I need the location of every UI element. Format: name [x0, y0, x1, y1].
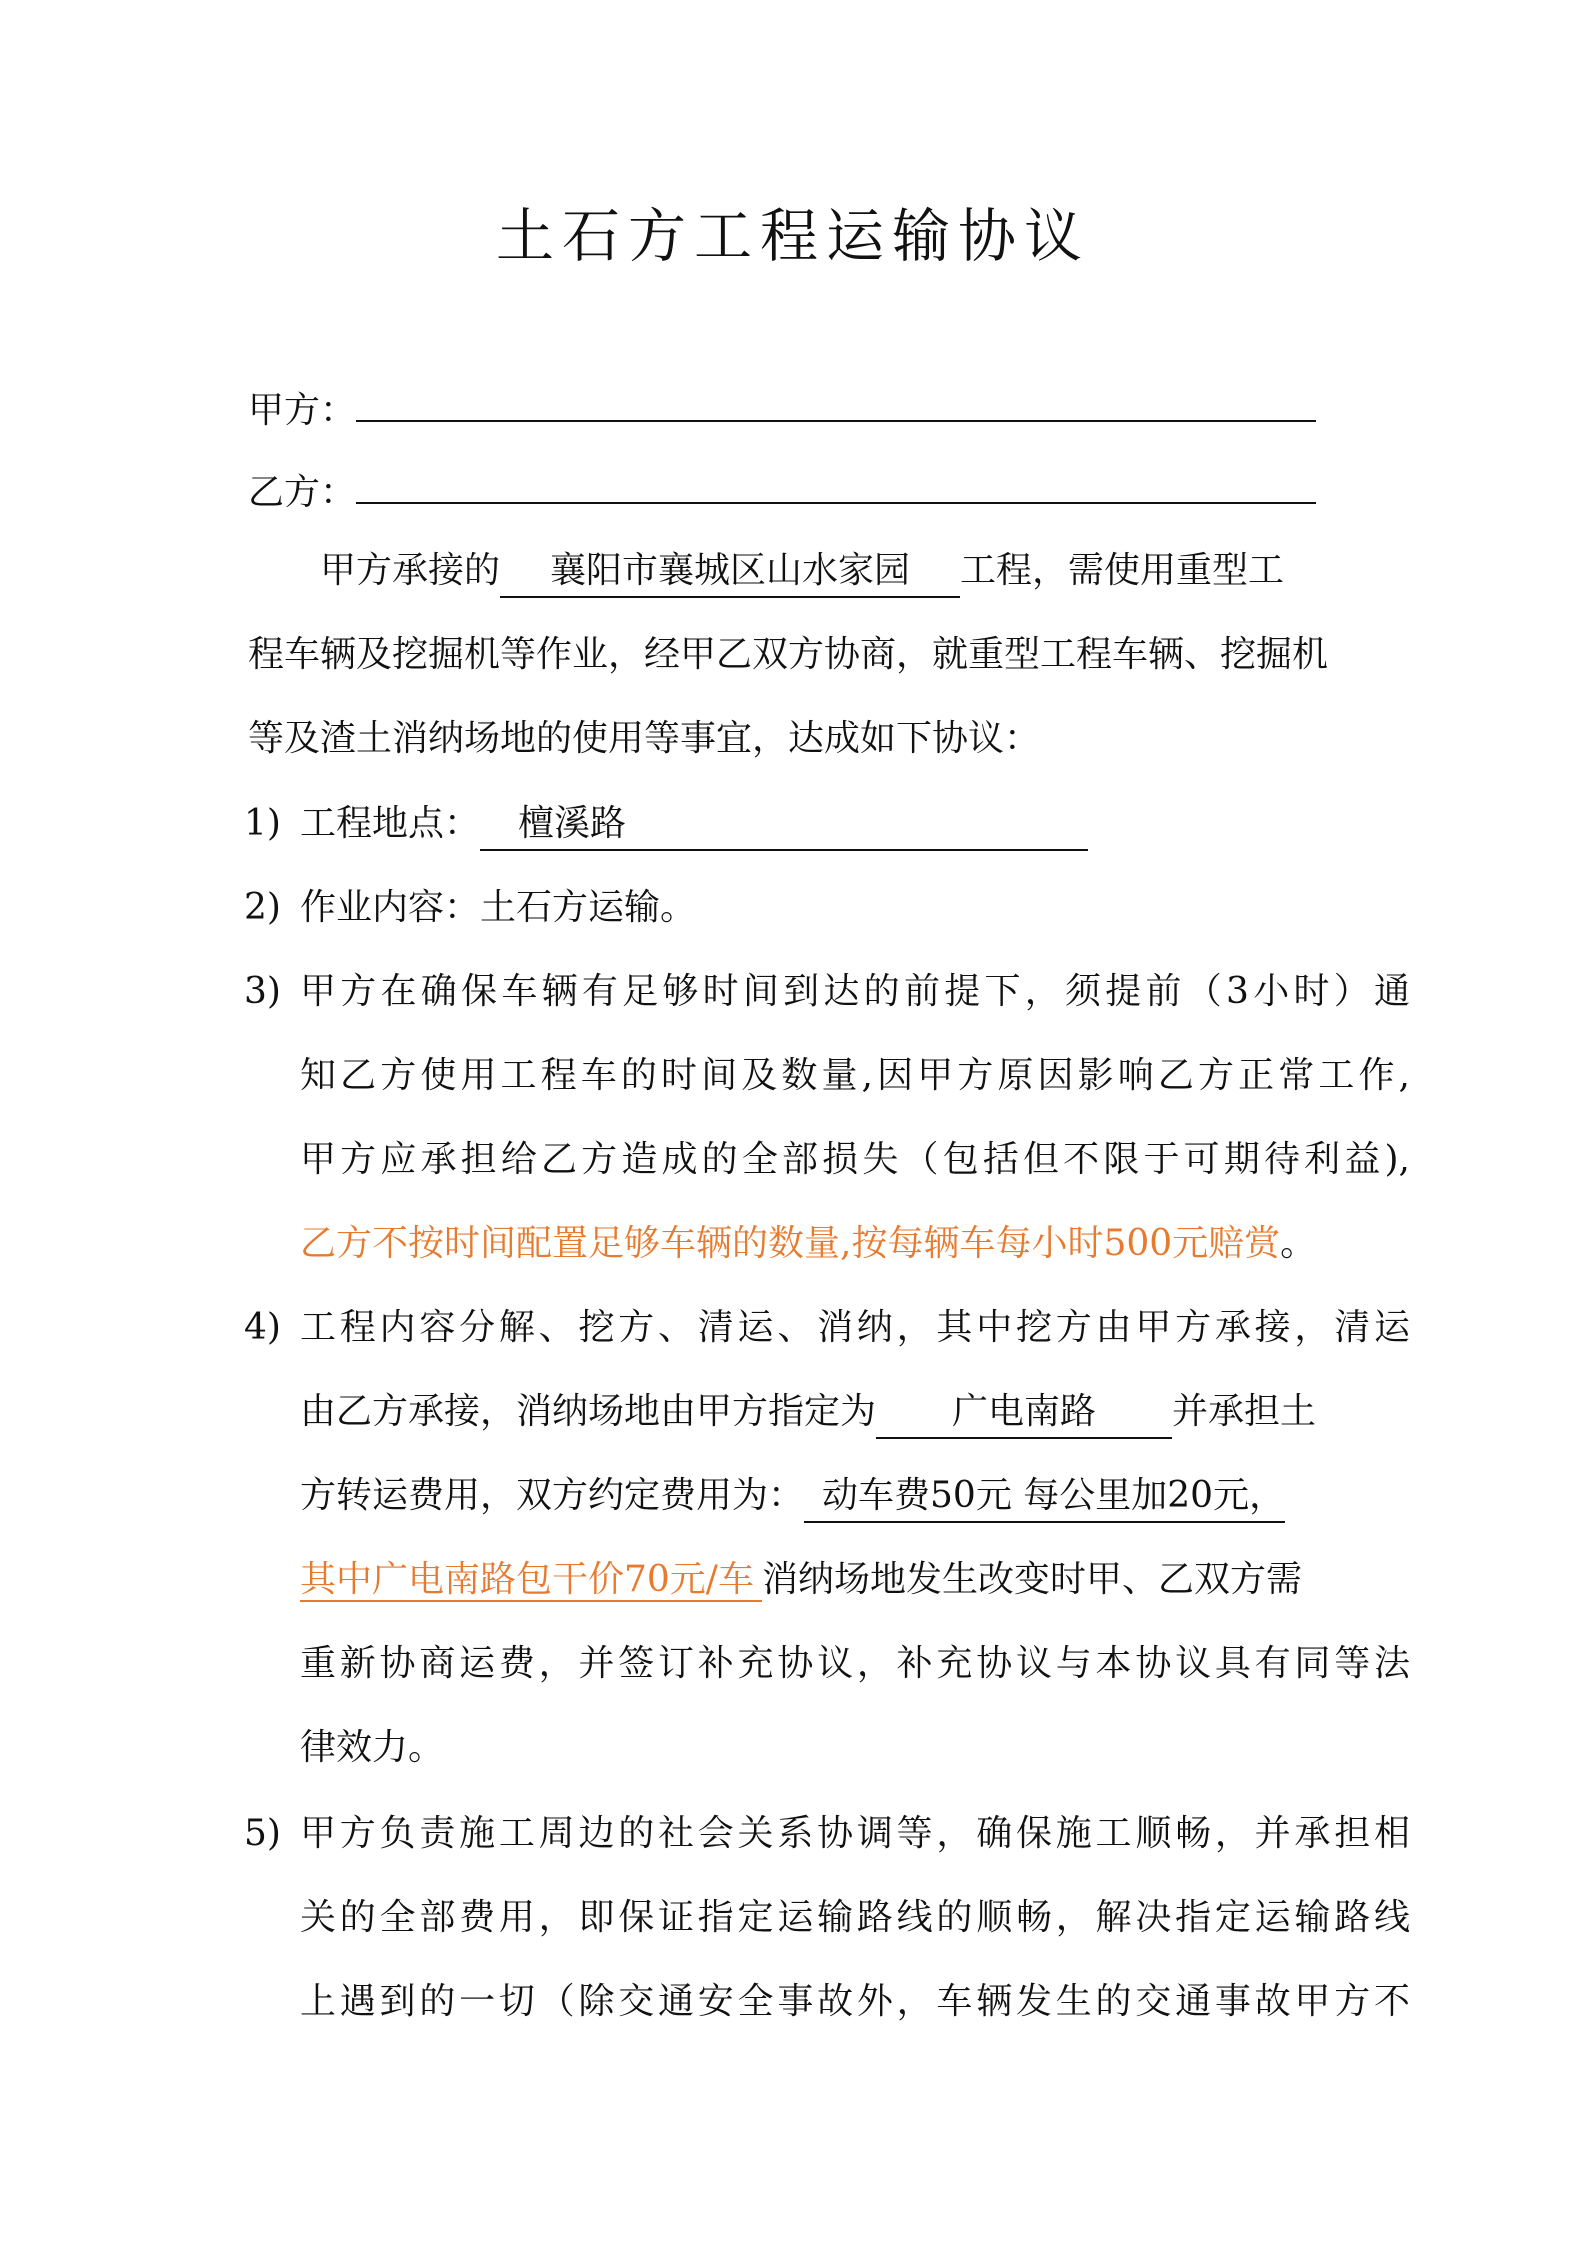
clause-3-number: 3) [244, 971, 281, 1012]
clause-4-line-2: 由乙方承接，消纳场地由甲方指定为 广电南路 并承担土 [300, 1386, 1316, 1439]
clause-2-text: 作业内容：土石方运输。 [300, 887, 697, 928]
intro-line-3: 等及渣土消纳场地的使用等事宜，达成如下协议： [248, 718, 1041, 759]
clause-4-line-4: 其中广电南路包干价70元/车 消纳场地发生改变时甲、乙双方需 [300, 1559, 1302, 1600]
clause-5-line-1: 甲方负责施工周边的社会关系协调等，确保施工顺畅，并承担相 [300, 1813, 1410, 1854]
intro-line-2: 程车辆及挖掘机等作业，经甲乙双方协商，就重型工程车辆、挖掘机 [248, 634, 1329, 675]
fee-terms: 动车费50元 每公里加20元， [804, 1471, 1285, 1523]
penalty-clause: 乙方不按时间配置足够车辆的数量,按每辆车每小时500元赔赏 [300, 1223, 1281, 1264]
clause-2-number: 2) [244, 887, 281, 928]
party-b-row [248, 462, 1316, 519]
intro-line-1: 甲方承接的 襄阳市襄城区山水家园 工程，需使用重型工 [320, 545, 1284, 598]
document-title: 土石方工程运输协议 [495, 202, 1090, 270]
clause-5-line-3: 上遇到的一切（除交通安全事故外，车辆发生的交通事故甲方不 [300, 1981, 1410, 2022]
clause-1-number: 1) [244, 803, 281, 844]
clause-1-text: 工程地点： 檀溪路 [300, 798, 1088, 851]
party-a-row [248, 380, 1316, 437]
project-name: 襄阳市襄城区山水家园 [500, 546, 960, 598]
clause-4-line-6: 律效力。 [300, 1727, 445, 1768]
clause-3-line-3: 甲方应承担给乙方造成的全部损失（包括但不限于可期待利益), [300, 1139, 1410, 1180]
clause-4-line-5: 重新协商运费，并签订补充协议，补充协议与本协议具有同等法 [300, 1643, 1410, 1684]
clause-4-line-3: 方转运费用，双方约定费用为： 动车费50元 每公里加20元， [300, 1470, 1285, 1523]
clause-4-line-1: 工程内容分解、挖方、清运、消纳，其中挖方由甲方承接，清运 [300, 1307, 1410, 1348]
clause-5-number: 5) [244, 1813, 281, 1854]
clause-5-line-2: 关的全部费用，即保证指定运输路线的顺畅，解决指定运输路线 [300, 1897, 1410, 1938]
clause-3-line-4: 乙方不按时间配置足够车辆的数量,按每辆车每小时500元赔赏。 [300, 1223, 1317, 1264]
clause-4-number: 4) [244, 1307, 281, 1348]
clause-3-line-1: 甲方在确保车辆有足够时间到达的前提下，须提前（3小时）通 [300, 971, 1410, 1012]
party-a-label: 甲方： [248, 390, 357, 431]
clause-3-line-2: 知乙方使用工程车的时间及数量,因甲方原因影响乙方正常工作, [300, 1055, 1410, 1096]
party-b-label: 乙方： [248, 472, 357, 513]
project-location: 檀溪路 [480, 799, 1088, 851]
party-a-blank[interactable] [356, 380, 1316, 422]
disposal-site: 广电南路 [876, 1387, 1172, 1439]
package-price: 其中广电南路包干价70元/车 [300, 1559, 762, 1602]
party-b-blank[interactable] [356, 462, 1316, 504]
